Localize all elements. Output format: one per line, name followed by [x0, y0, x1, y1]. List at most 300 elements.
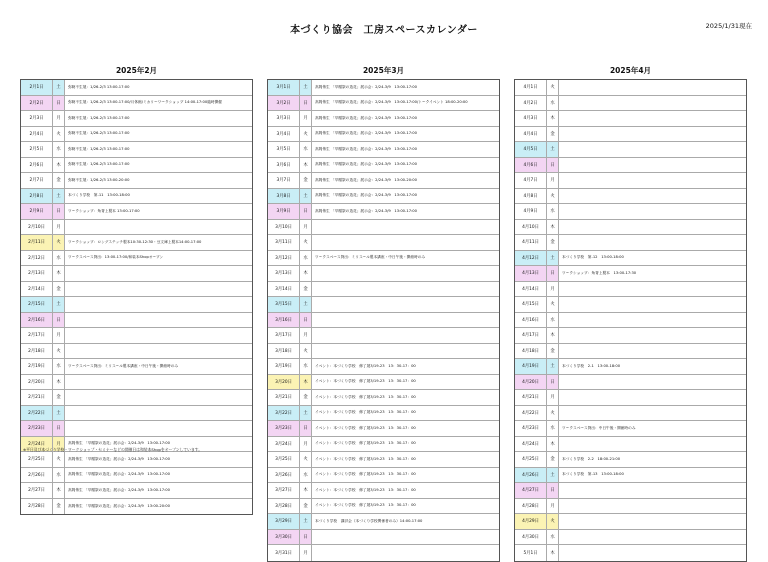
day-date: 3月4日	[268, 127, 300, 142]
day-date: 4月27日	[515, 483, 547, 498]
day-row	[515, 158, 746, 174]
day-weekday: 水	[53, 142, 65, 157]
day-date: 2月5日	[21, 142, 53, 157]
day-event: ワークスペース貸出：ミリスール製本講座・中日午後・開館時のみ	[315, 255, 426, 260]
day-date: 4月1日	[515, 80, 547, 95]
day-row	[515, 375, 746, 391]
day-weekday: 日	[300, 313, 312, 328]
day-weekday: 火	[300, 344, 312, 359]
day-date: 4月16日	[515, 313, 547, 328]
month-title-feb: 2025年2月	[115, 66, 158, 75]
day-weekday: 月	[300, 545, 312, 561]
day-date: 2月18日	[21, 344, 53, 359]
day-row	[268, 158, 499, 174]
day-date: 4月11日	[515, 235, 547, 250]
day-row	[515, 530, 746, 546]
day-date: 4月9日	[515, 204, 547, 219]
day-date: 2月3日	[21, 111, 53, 126]
day-event: イベント：本づくり学校 修了展3/19-23 13：30-17：00	[315, 456, 416, 461]
day-weekday: 月	[547, 499, 559, 514]
day-row	[515, 251, 746, 267]
day-weekday: 金	[300, 390, 312, 405]
day-date: 3月31日	[268, 545, 300, 561]
day-weekday: 月	[547, 282, 559, 297]
day-weekday: 木	[53, 483, 65, 498]
day-row	[21, 173, 252, 189]
day-event: 高岡侑生 「早贈祭の造花」展示会：2/24-3/9 13:00-17:00	[68, 472, 170, 477]
day-date: 2月1日	[21, 80, 53, 95]
day-date: 4月5日	[515, 142, 547, 157]
day-row	[21, 499, 252, 515]
day-weekday: 木	[53, 158, 65, 173]
day-row	[21, 127, 252, 143]
day-date: 2月23日	[21, 421, 53, 436]
day-date: 5月1日	[515, 545, 547, 561]
day-date: 4月13日	[515, 266, 547, 281]
day-weekday: 火	[547, 80, 559, 95]
day-row	[515, 173, 746, 189]
day-weekday: 火	[53, 452, 65, 467]
day-weekday: 水	[53, 359, 65, 374]
day-row	[21, 235, 252, 251]
day-date: 2月8日	[21, 189, 53, 204]
day-date: 4月12日	[515, 251, 547, 266]
day-weekday: 木	[547, 437, 559, 452]
day-row	[515, 328, 746, 344]
day-row	[268, 80, 499, 96]
day-date: 4月21日	[515, 390, 547, 405]
day-row	[268, 189, 499, 205]
day-weekday: 金	[300, 173, 312, 188]
day-event: イベント：本づくり学校 修了展3/19-23 13：30-17：00	[315, 394, 416, 399]
day-date: 3月17日	[268, 328, 300, 343]
day-row	[268, 282, 499, 298]
day-weekday: 月	[547, 173, 559, 188]
day-weekday: 水	[547, 421, 559, 436]
day-date: 3月9日	[268, 204, 300, 219]
day-row	[268, 251, 499, 267]
day-event: 本づくり学校 講評会（本づくり学校関係者のみ）14:00-17:00	[315, 518, 423, 523]
day-row	[268, 390, 499, 406]
day-weekday: 金	[300, 282, 312, 297]
day-date: 2月27日	[21, 483, 53, 498]
day-row	[515, 313, 746, 329]
day-date: 3月26日	[268, 468, 300, 483]
day-weekday: 火	[300, 127, 312, 142]
day-row	[21, 297, 252, 313]
day-date: 2月6日	[21, 158, 53, 173]
day-row	[515, 406, 746, 422]
day-date: 2月12日	[21, 251, 53, 266]
day-weekday: 水	[53, 251, 65, 266]
day-weekday: 日	[300, 96, 312, 111]
day-event: 高岡侑生 「早贈祭の造花」展示会：2/24-3/9 13:00-17:00/トークイベント 18:00-20:00	[315, 100, 468, 105]
day-weekday: 土	[53, 189, 65, 204]
day-weekday: 土	[547, 142, 559, 157]
day-weekday: 日	[53, 421, 65, 436]
day-row	[268, 235, 499, 251]
day-row	[21, 142, 252, 158]
day-date: 4月26日	[515, 468, 547, 483]
day-weekday: 日	[53, 313, 65, 328]
day-date: 4月24日	[515, 437, 547, 452]
day-weekday: 火	[547, 297, 559, 312]
day-date: 4月18日	[515, 344, 547, 359]
day-row	[21, 251, 252, 267]
day-event: 弥勒不生展：1/26-2/3 13:00-17:00	[68, 162, 130, 167]
day-event: 高岡侑生 「早贈祭の造花」展示会：2/24-3/9 13:00-17:00	[315, 115, 417, 120]
day-row	[21, 359, 252, 375]
day-event: 高岡侑生 「早贈祭の造花」展示会：2/24-3/9 13:00-20:00	[315, 177, 417, 182]
day-date: 2月25日	[21, 452, 53, 467]
day-date: 2月24日	[21, 437, 53, 452]
day-date: 3月23日	[268, 421, 300, 436]
day-event: ワークショップ：角背上製本 13:00-17:00	[68, 208, 140, 213]
day-date: 2月19日	[21, 359, 53, 374]
day-row	[268, 127, 499, 143]
day-row	[268, 359, 499, 375]
day-event: 弥勒不生展：1/26-2/3 13:00-20:00	[68, 177, 130, 182]
day-weekday: 火	[53, 235, 65, 250]
day-row	[515, 204, 746, 220]
day-event: 本づくり学校 第-13 13:00-18:00	[562, 472, 624, 477]
day-weekday: 木	[300, 158, 312, 173]
day-date: 3月30日	[268, 530, 300, 545]
day-row	[21, 96, 252, 112]
day-date: 4月23日	[515, 421, 547, 436]
day-weekday: 木	[300, 375, 312, 390]
day-weekday: 水	[300, 142, 312, 157]
day-weekday: 金	[547, 235, 559, 250]
day-row	[268, 313, 499, 329]
day-event: イベント：本づくり学校 修了展3/19-23 13：30-17：00	[315, 441, 416, 446]
day-weekday: 日	[547, 483, 559, 498]
day-row	[268, 328, 499, 344]
day-row	[21, 80, 252, 96]
day-event: ワークスペース貸出：中日午後・開館時のみ	[562, 425, 636, 430]
calendar-april	[514, 79, 747, 562]
day-date: 2月16日	[21, 313, 53, 328]
day-weekday: 木	[547, 545, 559, 561]
day-date: 4月3日	[515, 111, 547, 126]
day-date: 3月2日	[268, 96, 300, 111]
day-row	[515, 468, 746, 484]
day-date: 4月14日	[515, 282, 547, 297]
day-row	[515, 483, 746, 499]
day-date: 4月25日	[515, 452, 547, 467]
day-event: 高岡侑生 「早贈祭の造花」展示会：2/24-3/9 13:00-17:00	[315, 84, 417, 89]
day-row	[268, 142, 499, 158]
day-weekday: 日	[300, 421, 312, 436]
day-weekday: 火	[547, 514, 559, 529]
day-date: 2月2日	[21, 96, 53, 111]
day-date: 4月4日	[515, 127, 547, 142]
day-weekday: 金	[547, 452, 559, 467]
day-weekday: 水	[547, 204, 559, 219]
day-weekday: 木	[300, 483, 312, 498]
day-weekday: 火	[300, 452, 312, 467]
day-weekday: 木	[547, 328, 559, 343]
day-weekday: 水	[547, 96, 559, 111]
day-date: 3月7日	[268, 173, 300, 188]
day-row	[515, 421, 746, 437]
day-event: ワークショップ：ロングステッチ製本10:30-12:30・豆文庫上製本14:00-17:00	[68, 239, 202, 244]
day-event: ワークスペース貸出：ミリスール製本講座・中日午後・開館時のみ	[68, 363, 179, 368]
day-row	[268, 514, 499, 530]
day-event: イベント：本づくり学校 修了展3/19-23 13：30-17：00	[315, 363, 416, 368]
day-event: イベント：本づくり学校 修了展3/19-23 13：30-17：00	[315, 487, 416, 492]
day-row	[21, 375, 252, 391]
day-date: 2月26日	[21, 468, 53, 483]
day-event: イベント：本づくり学校 修了展3/19-23 13：30-17：00	[315, 410, 416, 415]
day-weekday: 土	[53, 406, 65, 421]
day-date: 3月25日	[268, 452, 300, 467]
day-event: イベント：本づくり学校 修了展3/19-23 13：30-17：00	[315, 379, 416, 384]
day-date: 3月6日	[268, 158, 300, 173]
day-weekday: 木	[547, 220, 559, 235]
day-date: 3月16日	[268, 313, 300, 328]
day-date: 2月22日	[21, 406, 53, 421]
day-weekday: 月	[53, 220, 65, 235]
day-date: 4月6日	[515, 158, 547, 173]
day-event: 高岡侑生 「早贈祭の造花」展示会：2/24-3/9 13:00-17:00	[315, 162, 417, 167]
day-row	[515, 359, 746, 375]
day-event: 高岡侑生 「早贈祭の造花」展示会：2/24-3/9 13:00-17:00	[315, 131, 417, 136]
day-date: 3月20日	[268, 375, 300, 390]
day-row	[515, 344, 746, 360]
day-row	[268, 421, 499, 437]
month-title-apr: 2025年4月	[609, 66, 652, 75]
day-row	[268, 173, 499, 189]
day-row	[515, 297, 746, 313]
day-row	[21, 328, 252, 344]
day-row	[515, 111, 746, 127]
day-date: 4月30日	[515, 530, 547, 545]
day-weekday: 土	[300, 297, 312, 312]
day-date: 4月28日	[515, 499, 547, 514]
day-event: 高岡侑生 「早贈祭の造花」展示会：2/24-3/9 13:00-17:00	[68, 441, 170, 446]
day-row	[268, 111, 499, 127]
day-row	[21, 483, 252, 499]
day-row	[268, 499, 499, 515]
day-date: 4月29日	[515, 514, 547, 529]
day-weekday: 金	[300, 499, 312, 514]
day-weekday: 土	[300, 406, 312, 421]
day-date: 2月28日	[21, 499, 53, 515]
day-row	[21, 344, 252, 360]
day-row	[268, 375, 499, 391]
day-weekday: 日	[53, 96, 65, 111]
day-row	[515, 499, 746, 515]
day-date: 4月22日	[515, 406, 547, 421]
day-weekday: 金	[53, 390, 65, 405]
day-event: 本づくり学校 第-11 13:00-18:00	[68, 193, 130, 198]
day-row	[268, 452, 499, 468]
day-row	[515, 266, 746, 282]
day-row	[268, 220, 499, 236]
day-weekday: 木	[547, 111, 559, 126]
day-date: 2月20日	[21, 375, 53, 390]
day-date: 2月17日	[21, 328, 53, 343]
day-event: イベント：本づくり学校 修了展3/19-23 13：30-17：00	[315, 425, 416, 430]
day-date: 3月11日	[268, 235, 300, 250]
day-date: 4月8日	[515, 189, 547, 204]
day-date: 2月7日	[21, 173, 53, 188]
day-date: 2月10日	[21, 220, 53, 235]
day-weekday: 土	[53, 80, 65, 95]
day-row	[515, 96, 746, 112]
day-row	[21, 390, 252, 406]
day-weekday: 木	[53, 375, 65, 390]
day-weekday: 水	[547, 313, 559, 328]
day-weekday: 火	[547, 189, 559, 204]
day-row	[268, 468, 499, 484]
day-event: 高岡侑生 「早贈祭の造花」展示会：2/24-3/9 13:00-17:00	[315, 193, 417, 198]
calendar-march	[267, 79, 500, 562]
day-date: 3月5日	[268, 142, 300, 157]
day-row	[515, 514, 746, 530]
day-event: 高岡侑生 「早贈祭の造花」展示会：2/24-3/9 13:00-17:00	[315, 208, 417, 213]
day-row	[268, 545, 499, 561]
day-weekday: 木	[300, 266, 312, 281]
day-date: 3月24日	[268, 437, 300, 452]
day-row	[515, 437, 746, 453]
day-date: 2月13日	[21, 266, 53, 281]
day-event: 高岡侑生 「早贈祭の造花」展示会：2/24-3/9 13:00-17:00	[68, 487, 170, 492]
day-weekday: 火	[53, 127, 65, 142]
day-date: 3月14日	[268, 282, 300, 297]
day-weekday: 土	[547, 468, 559, 483]
day-row	[268, 530, 499, 546]
day-date: 3月19日	[268, 359, 300, 374]
day-weekday: 日	[547, 158, 559, 173]
day-row	[21, 266, 252, 282]
day-event: 弥勒不生展：1/26-2/3 13:00-17:00	[68, 131, 130, 136]
day-event: 本づくり学校 第-12 13:00-18:00	[562, 255, 624, 260]
day-date: 3月29日	[268, 514, 300, 529]
day-event: 弥勒不生展：1/26-2/3 13:00-17:00	[68, 115, 130, 120]
day-event: 高岡侑生 「早贈祭の造花」展示会：2/24-3/9 13:00-17:00	[315, 146, 417, 151]
month-title-mar: 2025年3月	[362, 66, 405, 75]
day-row	[21, 189, 252, 205]
day-row	[268, 406, 499, 422]
day-row	[21, 111, 252, 127]
day-weekday: 日	[53, 204, 65, 219]
day-date: 3月13日	[268, 266, 300, 281]
day-weekday: 日	[547, 266, 559, 281]
day-row	[268, 344, 499, 360]
day-weekday: 木	[53, 266, 65, 281]
day-row	[268, 96, 499, 112]
day-date: 3月8日	[268, 189, 300, 204]
day-weekday: 月	[300, 220, 312, 235]
day-weekday: 火	[547, 406, 559, 421]
day-row	[21, 421, 252, 437]
day-weekday: 日	[300, 204, 312, 219]
day-row	[515, 80, 746, 96]
day-weekday: 土	[547, 359, 559, 374]
day-event: 弥勒不生展：1/26-2/3 13:00-17:00	[68, 146, 130, 151]
day-weekday: 金	[53, 173, 65, 188]
day-row	[268, 266, 499, 282]
day-weekday: 月	[300, 437, 312, 452]
day-event: 高岡侑生 「早贈祭の造花」展示会：2/24-3/9 13:00-17:00	[68, 456, 170, 461]
day-date: 4月19日	[515, 359, 547, 374]
day-weekday: 月	[53, 437, 65, 452]
day-event: 弥勒不生展：1/26-2/3 13:00-17:00/月休館/ミカリーワークショップ 14:00-17:00臨時開催	[68, 100, 222, 105]
day-event: 本づくり学校 2-1 13:00-18:00	[562, 363, 621, 368]
day-row	[515, 282, 746, 298]
day-weekday: 金	[53, 282, 65, 297]
day-date: 3月15日	[268, 297, 300, 312]
day-date: 3月22日	[268, 406, 300, 421]
day-row	[21, 406, 252, 422]
day-weekday: 土	[300, 514, 312, 529]
day-date: 2月4日	[21, 127, 53, 142]
day-date: 3月18日	[268, 344, 300, 359]
day-weekday: 火	[300, 235, 312, 250]
day-date: 4月10日	[515, 220, 547, 235]
day-row	[268, 483, 499, 499]
day-weekday: 日	[547, 375, 559, 390]
day-date: 4月15日	[515, 297, 547, 312]
day-event: 高岡侑生 「早贈祭の造花」展示会：2/24-3/9 13:00-20:00	[68, 503, 170, 508]
day-weekday: 金	[547, 344, 559, 359]
day-weekday: 月	[547, 390, 559, 405]
day-event: 弥勒不生展：1/26-2/3 13:00-17:00	[68, 84, 130, 89]
day-date: 4月7日	[515, 173, 547, 188]
day-date: 4月17日	[515, 328, 547, 343]
day-date: 3月3日	[268, 111, 300, 126]
day-row	[21, 204, 252, 220]
footnote: ※平日及び本づくり学校・ワークショップ・セミナーなどの開催日は和装本Shopをオープンしています。	[23, 447, 203, 452]
day-weekday: 水	[547, 530, 559, 545]
day-row	[21, 158, 252, 174]
day-date: 4月2日	[515, 96, 547, 111]
day-row	[515, 220, 746, 236]
day-weekday: 金	[53, 499, 65, 515]
day-date: 2月9日	[21, 204, 53, 219]
day-weekday: 月	[53, 111, 65, 126]
day-weekday: 日	[300, 530, 312, 545]
day-row	[515, 235, 746, 251]
day-event: ワークスペース貸出：13:00-17:00/和装本Shopオープン	[68, 255, 164, 260]
day-row	[268, 437, 499, 453]
day-row	[21, 220, 252, 236]
updated-date: 2025/1/31現在	[705, 22, 752, 30]
day-weekday: 土	[300, 80, 312, 95]
day-row	[268, 297, 499, 313]
day-date: 3月1日	[268, 80, 300, 95]
day-weekday: 水	[53, 468, 65, 483]
day-weekday: 土	[300, 189, 312, 204]
day-date: 3月28日	[268, 499, 300, 514]
day-row	[515, 390, 746, 406]
page-title: 本づくり協会 工房スペースカレンダー	[290, 25, 478, 36]
day-row	[515, 545, 746, 561]
day-weekday: 水	[300, 359, 312, 374]
day-row	[515, 189, 746, 205]
day-weekday: 水	[300, 468, 312, 483]
day-weekday: 金	[547, 127, 559, 142]
day-weekday: 土	[547, 251, 559, 266]
day-row	[21, 468, 252, 484]
day-date: 3月10日	[268, 220, 300, 235]
day-row	[515, 127, 746, 143]
day-weekday: 水	[300, 251, 312, 266]
day-event: イベント：本づくり学校 修了展3/19-23 13：30-17：00	[315, 472, 416, 477]
day-weekday: 月	[53, 328, 65, 343]
